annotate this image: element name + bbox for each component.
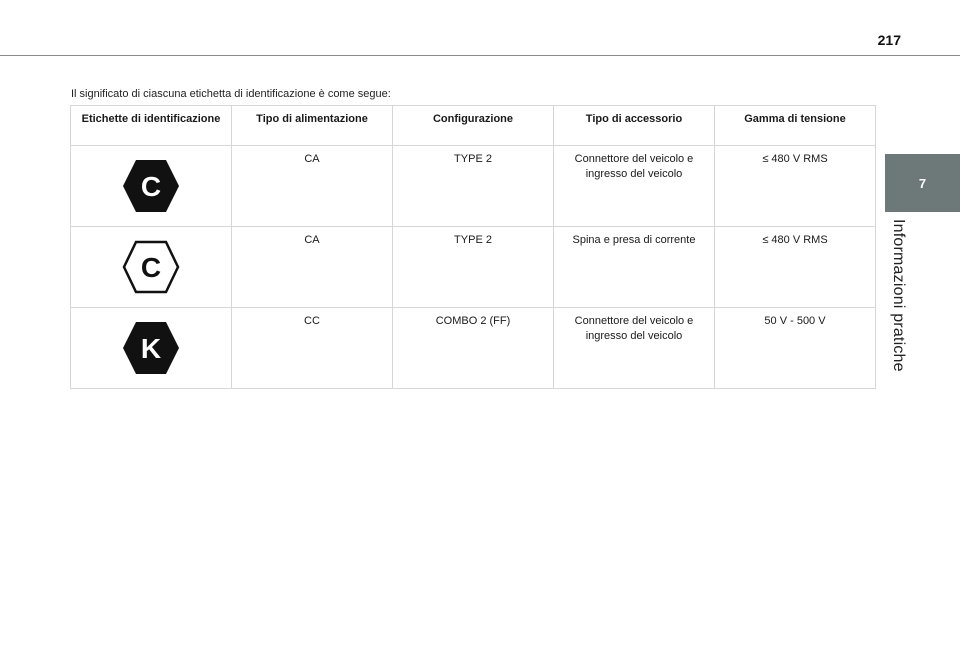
identification-labels-table: [70, 105, 876, 389]
configuration-cell: TYPE 2: [393, 146, 554, 227]
chapter-title: Informazioni pratiche: [890, 219, 907, 372]
power-type-cell: CC: [232, 308, 393, 389]
svg-text:C: C: [140, 252, 162, 283]
label-cell: [71, 227, 232, 308]
power-type-cell: CA: [232, 227, 393, 308]
accessory-cell: Connettore del veicolo e ingresso del veicolo: [554, 308, 715, 389]
table-row: [71, 227, 876, 308]
table-row: [71, 146, 876, 227]
label-cell: [71, 146, 232, 227]
configuration-cell: COMBO 2 (FF): [393, 308, 554, 389]
table-row: [71, 308, 876, 389]
power-type-cell: CA: [232, 146, 393, 227]
accessory-cell: Spina e presa di corrente: [554, 227, 715, 308]
voltage-cell: 50 V - 500 V: [715, 308, 876, 389]
header-configuration: Configurazione: [393, 106, 554, 146]
header-label: Etichette di identificazione: [71, 106, 232, 146]
header-voltage-range: Gamma di tensione: [715, 106, 876, 146]
hexagon-k-filled-icon: [121, 320, 181, 376]
hexagon-c-filled-icon: [121, 158, 181, 214]
table-header-row: [71, 106, 876, 146]
voltage-cell: ≤ 480 V RMS: [715, 146, 876, 227]
chapter-number: 7: [918, 175, 927, 191]
label-cell: [71, 308, 232, 389]
header-power-type: Tipo di alimentazione: [232, 106, 393, 146]
header-divider: [0, 55, 960, 56]
intro-text: Il significato di ciascuna etichetta di identificazione è come segue:: [71, 88, 391, 100]
configuration-cell: TYPE 2: [393, 227, 554, 308]
voltage-cell: ≤ 480 V RMS: [715, 227, 876, 308]
svg-text:K: K: [140, 333, 162, 364]
accessory-cell: Connettore del veicolo e ingresso del veicolo: [554, 146, 715, 227]
header-accessory-type: Tipo di accessorio: [554, 106, 715, 146]
chapter-tab[interactable]: [885, 154, 960, 212]
page-number: 217: [877, 32, 901, 48]
hexagon-c-outline-icon: [121, 239, 181, 295]
svg-text:C: C: [140, 171, 162, 202]
